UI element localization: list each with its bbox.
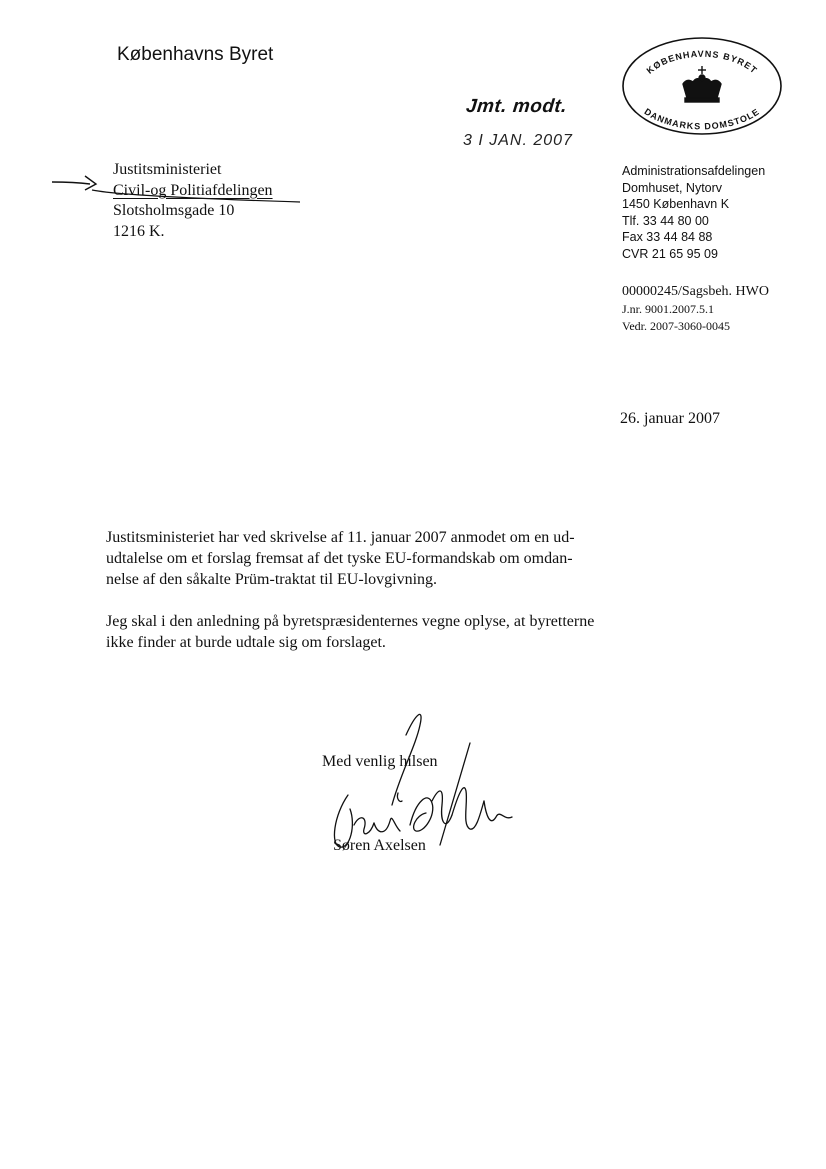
sender-address bbox=[622, 163, 765, 262]
sender-city: 1450 København K bbox=[622, 197, 730, 211]
letter-date: 26. januar 2007 bbox=[620, 410, 720, 427]
svg-text:KØBENHAVNS BYRET: KØBENHAVNS BYRET bbox=[644, 48, 760, 76]
sender-department: Administrationsafdelingen bbox=[622, 164, 766, 178]
received-stamp-date: 3 I JAN. 2007 bbox=[463, 132, 573, 149]
body-line: nelse af den såkalte Prüm-traktat til EU-lovgivning. bbox=[106, 571, 438, 588]
recipient-line: 1216 K. bbox=[113, 222, 165, 240]
body-line: Justitsministeriet har ved skrivelse af 11. januar 2007 anmodet om en ud- bbox=[106, 529, 575, 546]
sender-cvr: CVR 21 65 95 09 bbox=[622, 246, 718, 261]
case-handler-ref: 00000245/Sagsbeh. HWO bbox=[622, 284, 769, 299]
court-seal-emblem bbox=[621, 36, 783, 136]
crown-icon bbox=[683, 66, 721, 102]
sender-phone: Tlf. 33 44 80 00 bbox=[622, 213, 709, 228]
recipient-line: Civil-og Politiafdelingen bbox=[113, 181, 273, 199]
recipient-line: Justitsministeriet bbox=[113, 161, 222, 178]
handwritten-signature bbox=[320, 705, 530, 865]
sender-fax: Fax 33 44 84 88 bbox=[622, 230, 713, 244]
body-line: Jeg skal i den anledning på byretspræsidenternes vegne oplyse, at byretterne bbox=[106, 613, 595, 630]
closing-greeting: Med venlig hilsen bbox=[322, 753, 438, 770]
svg-text:DANMARKS DOMSTOLE: DANMARKS DOMSTOLE bbox=[642, 106, 762, 132]
body-line: ikke finder at burde udtale sig om forslaget. bbox=[106, 634, 386, 651]
regarding-ref: Vedr. 2007-3060-0045 bbox=[622, 319, 730, 333]
journal-number: J.nr. 9001.2007.5.1 bbox=[622, 302, 715, 316]
signer-name: Søren Axelsen bbox=[333, 837, 426, 854]
body-line: udtalelse om et forslag fremsat af det tyske EU-formandskab om omdan- bbox=[106, 550, 573, 567]
sender-street: Domhuset, Nytorv bbox=[622, 180, 723, 195]
recipient-address bbox=[113, 160, 273, 242]
court-name: Københavns Byret bbox=[117, 44, 274, 65]
recipient-line: Slotsholmsgade 10 bbox=[113, 202, 235, 219]
body-paragraph bbox=[106, 611, 626, 653]
letter-body bbox=[106, 527, 626, 674]
body-paragraph bbox=[106, 527, 626, 590]
reference-block bbox=[622, 282, 769, 335]
received-stamp-label: Jmt. modt. bbox=[464, 96, 569, 117]
